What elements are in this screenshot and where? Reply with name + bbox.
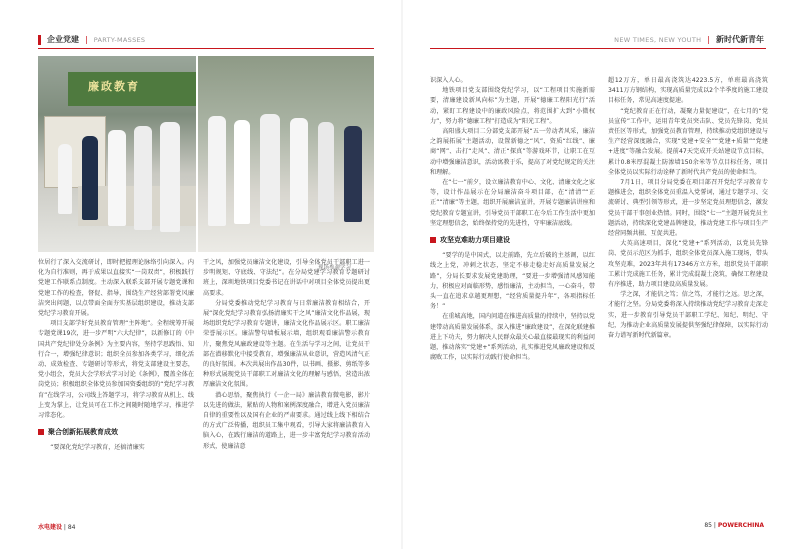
footer-right: 85 | POWERCHINA [704,522,764,529]
paragraph: 项目支部学好党员教育管理“主阵地”。全程统筹开展专题党课19次，进一步严明“六大纪律”，以新修订的《中国共产党纪律处分条例》为主要内容，坚持学思践悟、知行合一，增强纪律意识；组织全员参加各类学习，细化活动、成效检查、专题研讨等形式，将党支部建设主要态，党小组会，党员大会学形式学习讨论《条例》，覆盖全体在岗党员；积极组织全体党员参加国资委组织的“党纪学习教育”在线学习，公司线上答题学习，将学习教育从机上、线上变为掌上，让党员可在工作之间随时随地学习，推进学习常态化。 [38,320,194,420]
paragraph: 在重城高地，国内问道在推进高质量的持续中，坚持以党建带动高质量发展体系，深入推进“廉政建设”，在深化联建推进上下功夫，努力解决人民群众最关心最直接最现实的利益问题，推动落实“党建+”系列活动，扎实推进党风廉政建设和反腐败工作，以实际行动践行使命担当。 [430,313,595,362]
section-header-left [38,34,145,45]
paragraph: 7月1日，项目分局党委在项目部召开党纪学习教育专题推进会，组织全体党员重温入党誓词，通过专题学习、交流研讨、典型引领等形式，进一步坚定党员理想信念，激发党员干部干事创业热情。同时，围绕“七一”主题开展党员主题活动，持续深化党建品牌建设，推动党建工作与项目生产经营同频共振、互促共进。 [608,179,768,238]
person-figure [290,118,308,224]
photo-caption: 现场参观学习 [318,265,352,271]
subsection-heading-text: 攻坚克难助力项目建设 [440,236,510,245]
header-rule [430,48,766,49]
footer-brand: 水电建设 [38,524,63,531]
person-figure [234,120,250,224]
section-header-right [614,34,764,45]
paragraph: “要学的是中国式，以走前路，先立后破的主基调，以红线之上党，冲刺之状态，坚定不移走稳走好高质量发展之路”，分局长要求发展党建助理，“要进一步增强清风感知能力，积极应对面临形势，感悟廉洁，主动担当，一心奋斗，带头一直在追求卓越更理想，“经营质量提升年”，各项指标任务！” [430,252,595,311]
section-title-en: NEW TIMES, NEW YOUTH [614,35,702,44]
paragraph: 大英高速项目，深化“党建+”系列活动，以党员先锋岗、党员示范区为抓手，组织全体党员深入施工现场，带头攻坚克难，2023年共有17346方立方米，组织党员干部职工累计完成施工任务，累计完成混凝土浇筑，确保工程建设有序推进，助力项目建设高质量发展。 [608,240,768,289]
header-rule [38,48,374,49]
paragraph: 识深入人心。 [430,77,467,84]
paragraph: 在“七一”前夕，设立廉洁教育中心、文化、清廉文化之家等，设计作品展示在分局廉洁奋斗项目部，在“清清”“正正”“清廉”等主题，组织开展廉洁宣讲，开展专题廉洁讲座和党纪教育专题宣讲，引导党员干部职工在今后工作生活中更加坚定理想信念，始终保持党的先进性，守牢廉洁底线。 [430,179,595,227]
right-column-2 [608,76,768,341]
header-separator: | [707,35,710,44]
subsection-heading [430,235,595,245]
right-column-1 [430,76,595,363]
page-number: 84 [67,524,76,531]
paragraph: 高阳盛大项目二分部党支部开展“五一劳动者风采，廉洁之韵展拓展”主题活动，设置新德之“风”、资质“红线”、廉商“网”、击打“走风”、清正“探真”等游戏环节，让职工在互动中增强廉洁意识，活动寓教于乐，提高了对党纪规定的关注和理解。 [430,128,595,176]
section-title-en: PARTY-MASSES [93,35,146,44]
person-figure [318,122,334,222]
paragraph: 超12万方，单日最高浇筑达4223.5方，单班最高浇筑3411万方钢结构，实现高质量完成以2个半季度的施工建设目标任务，常见高速度提速。 [608,77,768,105]
paragraph: 地铁项目党支部围绕党纪学习，以“工程项目实施新需要，清廉建设新风向标”为主题，开展“德廉工程阳光行”活动，紧盯工程建设中的廉政风险点，将范围扩大到“小微权力”，努力将“德廉工程”打造成为“阳光工程”。 [430,87,595,125]
paragraph: 潜心思悟，聚焦执行《一企一局》廉洁教育微电影，影片以先进的做法，紧贴的人物和案例深度融合，增进入党员廉洁自律的重要性以及国有企业的严肃要求。通过线上线下相结合的方式广泛传播，组织员工集中观看，引导大家将廉洁教育入脑入心，在践行廉洁的道路上，进一步丰富党纪学习教育活动形式，使廉洁意 [203,391,370,450]
event-photo-left [38,56,196,252]
page-number: 85 [704,522,712,529]
person-figure [108,130,126,226]
section-title-cn: 企业党建 [47,35,79,44]
person-figure [208,116,226,226]
subsection-heading [38,427,194,437]
right-page [402,0,804,549]
person-figure [160,122,180,232]
paragraph: 干之风，加强党员廉洁文化建设，引导全体党员干部职工进一步明规矩、守底线、守法纪”。在分局党建学习教育专题研讨班上，深圳地铁项目党委书记在讲话中对项目全体党员提出更高要求。 [203,259,370,297]
section-title-cn: 新时代新青年 [716,35,764,44]
person-figure [58,144,72,214]
paragraph: 学之深，才能信之笃；信之笃，才能行之远。思之深，才能行之坚。分局党委将深入持续推动党纪学习教育走深走实，进一步教育引导党员干部职工学纪、知纪、明纪、守纪，为推动企业高质量发展提供坚强纪律保障，以实际行动奋力谱写新时代新篇章。 [608,291,768,340]
photo-banner-text: 廉政教育 [88,80,140,93]
heading-square-icon [38,429,44,435]
paragraph: 分局党委推动党纪学习教育与日常廉洁教育相结合，开展“深化党纪学习教育弘扬清廉实干之风”廉洁文化作品展，现场组织党纪学习教育专题讲，廉洁文化作品展示区。职工廉洁荣誉展示区。廉洁警句墙板展示墙，组织观看廉洁警示教育片，聚焦党风廉政建设等主题。在生活与学习之间，让党员干部在潜移默化中接受教育，增强廉洁从业意识，营造风清气正的良好氛围。本次共展出作品30件，以书画、摄影、剪纸等多种形式展现党员干部职工对廉洁文化的理解与感悟，营造出浓厚廉洁文化氛围。 [203,299,370,389]
paragraph: “党纪教育正在行动，凝聚力量促建设”，在七月的“党员宣传”工作中，运用青年党员突击队、党员先锋岗、党员责任区等形式，加强党员教育管理，持续推动党组织建设与生产经营深度融合，实现“党建+安全”“党建+质量”“党建+进度”等融合发展。提前47天完成开关站建设节点目标，累计0.8米厚混凝土防渗墙150余米等节点目标任务，项目全体党员以实际行动诠释了新时代共产党员的使命担当。 [608,107,768,176]
person-figure [82,136,98,220]
left-column-2 [203,258,370,452]
footer-left: 水电建设 | 84 [38,524,76,531]
left-column-1 [38,258,194,454]
event-photo-right [198,56,374,252]
footer-brand: POWERCHINA [717,522,764,529]
heading-square-icon [430,237,436,243]
person-figure [134,126,152,230]
person-figure [344,126,362,222]
paragraph: 位居行了深入交流研讨，即时把握理论脉络引向深入。内化为自行准则，再于成果以直接实“一岗双责”，积极践行党建工作联系点制度。主动深入联系支部开展专题党课和党建工作的检查，督促、指导，围绕生产经营部署党风廉洁突出问题，以点带面全面夯实基层组织建设，推动支部党纪学习教育开展。 [38,259,194,318]
subsection-heading-text: 聚合创新拓展教育成效 [48,428,118,437]
header-separator: | [85,35,88,44]
person-figure [260,114,280,226]
paragraph: “要深化党纪学习教育，还搞清廉实 [50,444,145,452]
header-accent-bar [38,35,41,45]
